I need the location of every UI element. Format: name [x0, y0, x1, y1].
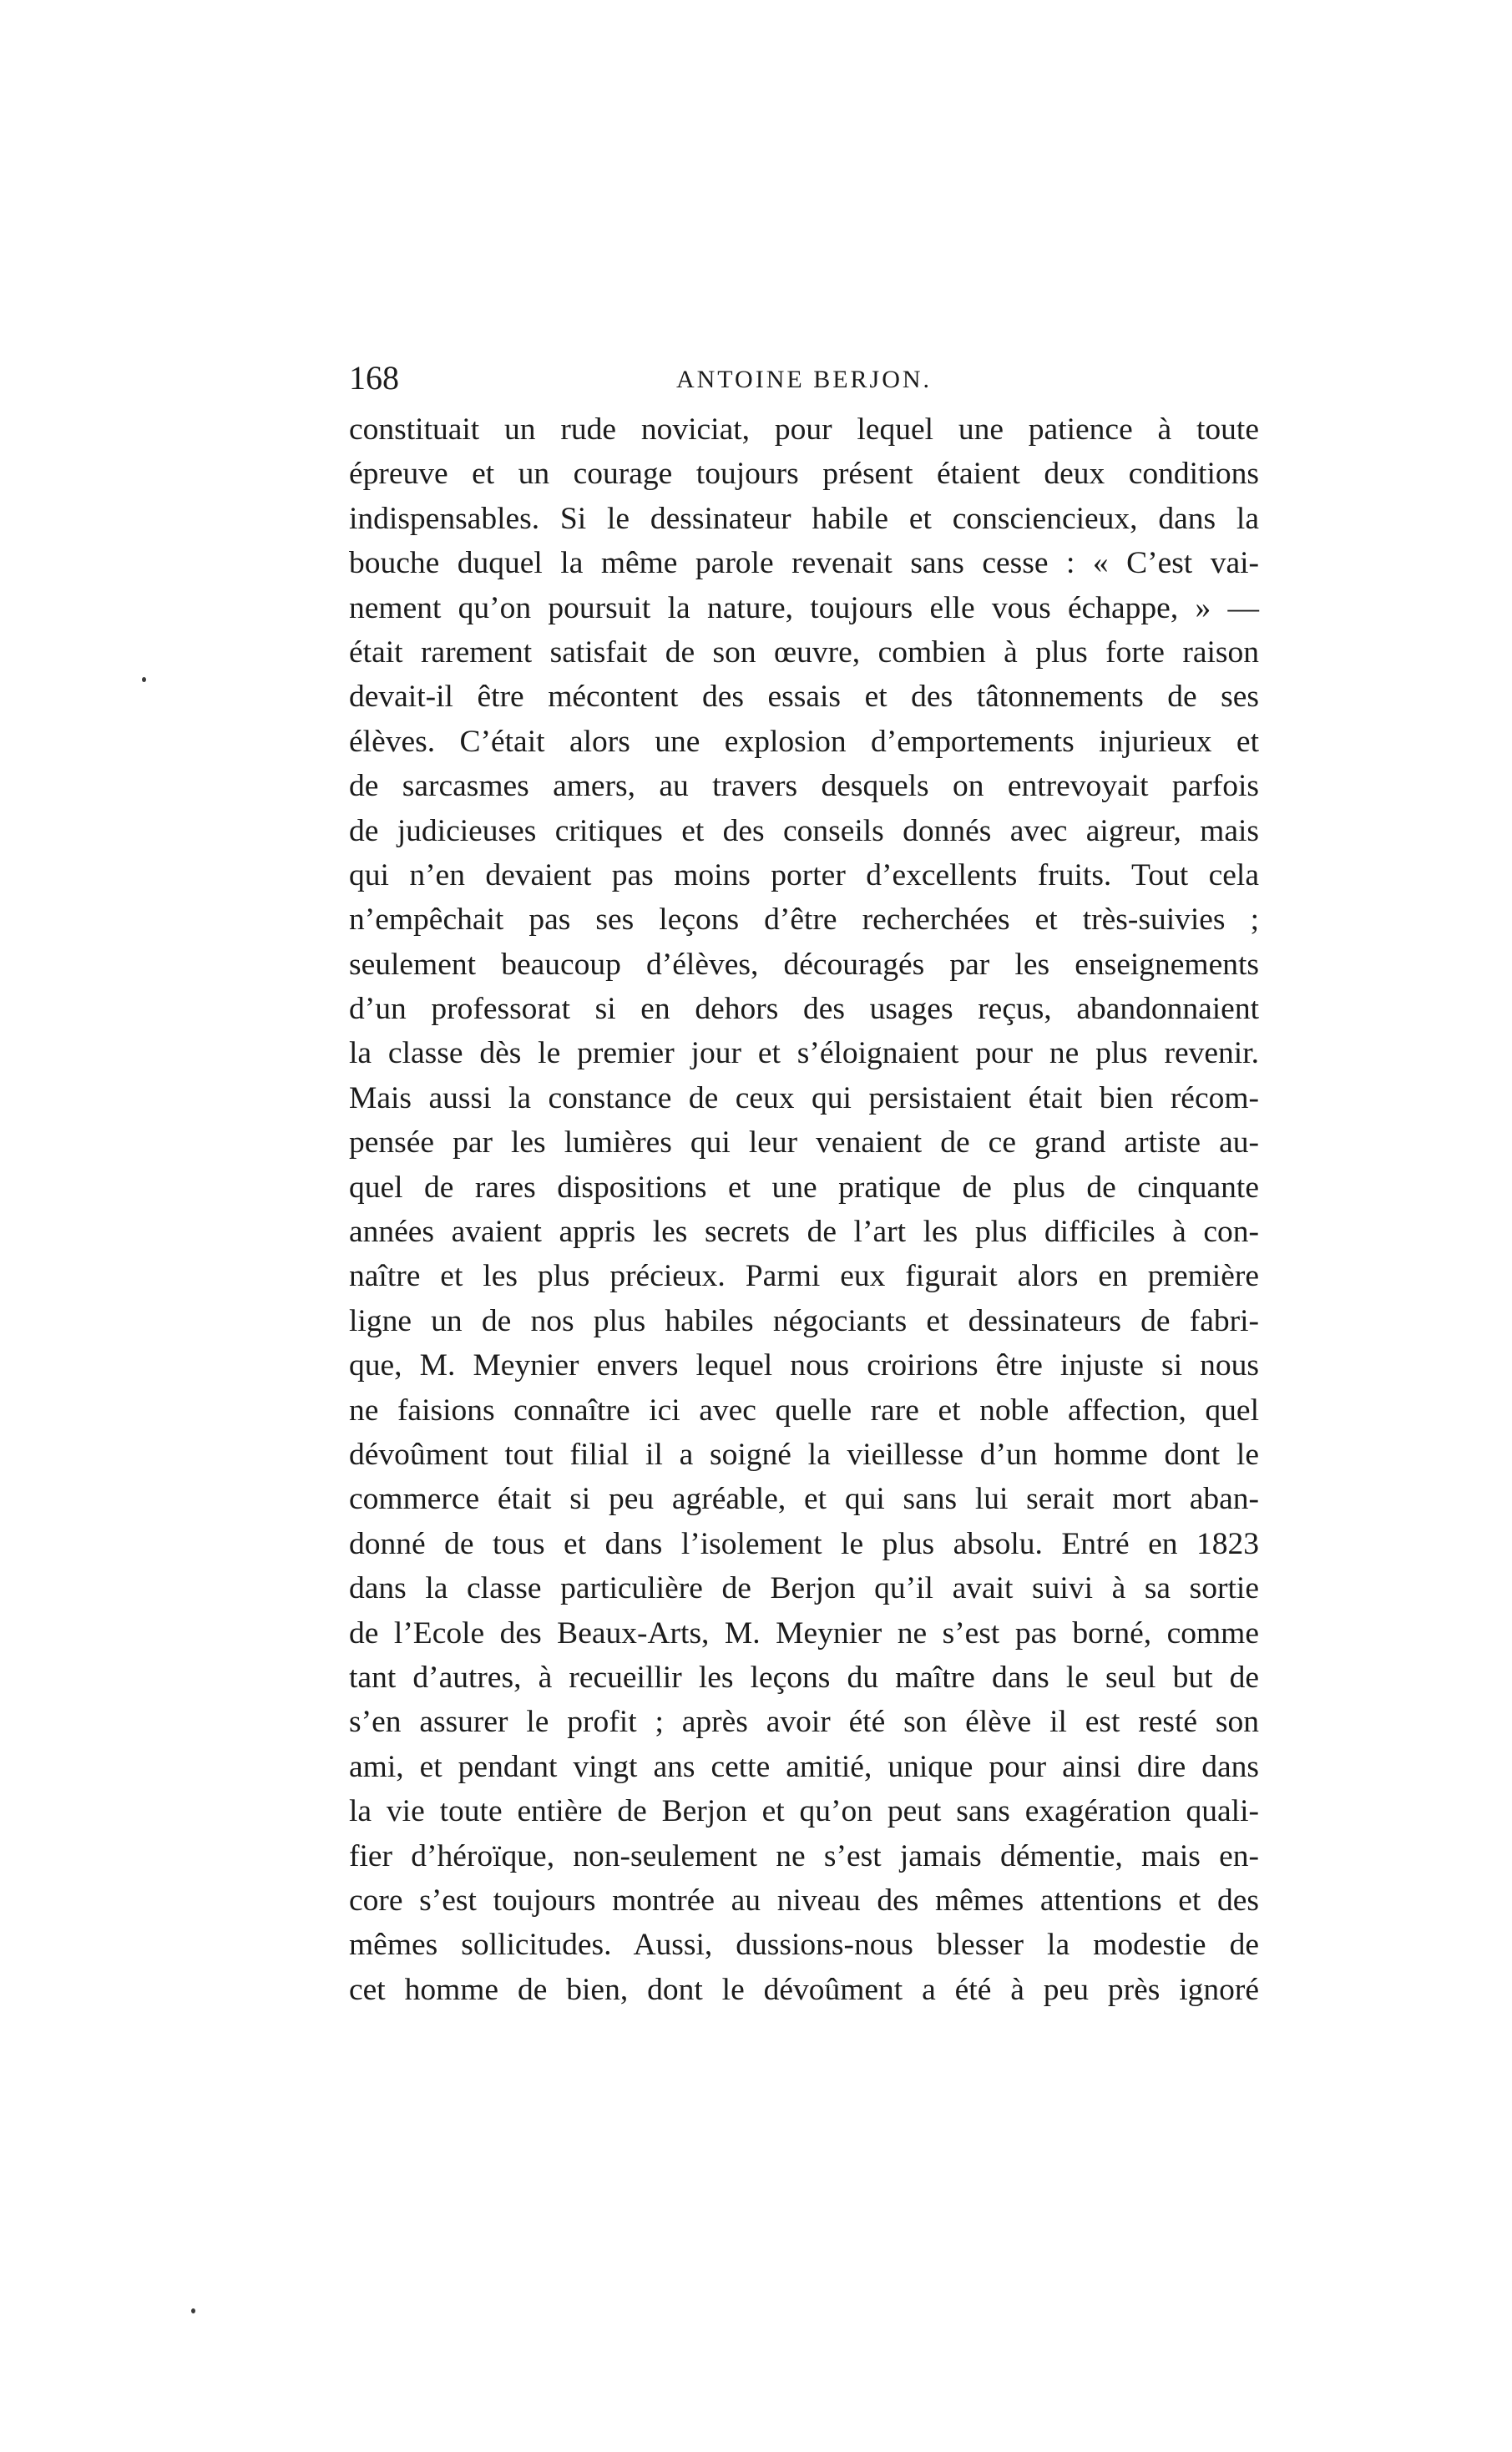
- text-line: que, M. Meynier envers lequel nous croirions être injuste si nous: [349, 1348, 1259, 1383]
- text-line: cet homme de bien, dont le dévoûment a été à peu près ignoré: [349, 1972, 1259, 2007]
- text-line: n’empêchait pas ses leçons d’être recherchées et très-suivies ;: [349, 902, 1259, 938]
- text-line: bouche duquel la même parole revenait sans cesse : « C’est vai-: [349, 546, 1259, 581]
- text-line: ligne un de nos plus habiles négociants et dessinateurs de fabri-: [349, 1303, 1259, 1338]
- text-line: nement qu’on poursuit la nature, toujours elle vous échappe, » —: [349, 590, 1259, 625]
- text-line: de sarcasmes amers, au travers desquels on entrevoyait parfois: [349, 769, 1259, 804]
- text-line: de l’Ecole des Beaux-Arts, M. Meynier ne s’est pas borné, comme: [349, 1615, 1259, 1651]
- text-line: la vie toute entière de Berjon et qu’on peut sans exagération quali-: [349, 1794, 1259, 1829]
- body-paragraph: [349, 407, 1259, 2012]
- text-line: commerce était si peu agréable, et qui sans lui serait mort aban-: [349, 1482, 1259, 1517]
- text-line: de judicieuses critiques et des conseils donnés avec aigreur, mais: [349, 813, 1259, 848]
- text-line: épreuve et un courage toujours présent étaient deux conditions: [349, 457, 1259, 492]
- running-head: [349, 357, 1259, 399]
- text-line: qui n’en devaient pas moins porter d’excellents fruits. Tout cela: [349, 857, 1259, 892]
- text-line: indispensables. Si le dessinateur habile et consciencieux, dans la: [349, 501, 1259, 536]
- text-line: d’un professorat si en dehors des usages reçus, abandonnaient: [349, 992, 1259, 1027]
- text-line: Mais aussi la constance de ceux qui persistaient était bien récom-: [349, 1080, 1259, 1115]
- text-line: devait-il être mécontent des essais et des tâtonnements de ses: [349, 680, 1259, 715]
- scan-speck: [142, 677, 146, 682]
- text-line: mêmes sollicitudes. Aussi, dussions-nous blesser la modestie de: [349, 1928, 1259, 1963]
- text-line: dans la classe particulière de Berjon qu’il avait suivi à sa sortie: [349, 1571, 1259, 1606]
- text-line: fier d’héroïque, non-seulement ne s’est jamais démentie, mais en-: [349, 1838, 1259, 1873]
- text-line: naître et les plus précieux. Parmi eux figurait alors en première: [349, 1259, 1259, 1294]
- text-line: ami, et pendant vingt ans cette amitié, unique pour ainsi dire dans: [349, 1749, 1259, 1784]
- text-line: élèves. C’était alors une explosion d’emportements injurieux et: [349, 724, 1259, 759]
- text-line: la classe dès le premier jour et s’éloignaient pour ne plus revenir.: [349, 1036, 1259, 1071]
- text-line: était rarement satisfait de son œuvre, combien à plus forte raison: [349, 634, 1259, 670]
- text-line: ne faisions connaître ici avec quelle rare et noble affection, quel: [349, 1393, 1259, 1428]
- text-line: quel de rares dispositions et une pratique de plus de cinquante: [349, 1170, 1259, 1205]
- text-line: seulement beaucoup d’élèves, découragés par les enseignements: [349, 947, 1259, 982]
- page-number: 168: [349, 359, 399, 397]
- text-line: dévoûment tout filial il a soigné la vieillesse d’un homme dont le: [349, 1437, 1259, 1472]
- running-title: ANTOINE BERJON.: [675, 366, 933, 393]
- scan-speck: [191, 2308, 195, 2313]
- text-line: années avaient appris les secrets de l’art les plus difficiles à con-: [349, 1215, 1259, 1250]
- text-line: core s’est toujours montrée au niveau des mêmes attentions et des: [349, 1883, 1259, 1918]
- text-line: constituait un rude noviciat, pour lequel une patience à toute: [349, 412, 1259, 447]
- text-line: tant d’autres, à recueillir les leçons du maître dans le seul but de: [349, 1660, 1259, 1695]
- text-line: donné de tous et dans l’isolement le plus absolu. Entré en 1823: [349, 1526, 1259, 1561]
- text-line: s’en assurer le profit ; après avoir été son élève il est resté son: [349, 1705, 1259, 1740]
- text-line: pensée par les lumières qui leur venaient de ce grand artiste au-: [349, 1125, 1259, 1160]
